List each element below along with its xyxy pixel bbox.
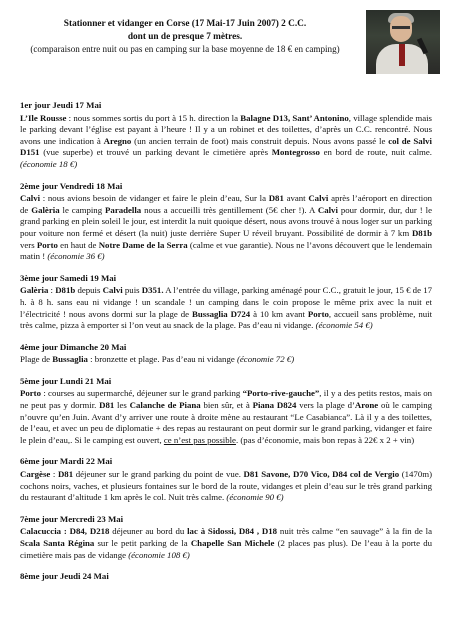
text-run: : bbox=[50, 469, 58, 480]
place-name: D81 Savone, D70 Vico, D84 col de Vergio bbox=[243, 469, 400, 480]
text-run: (2 places pas plus). De l’eau à la porte du cimetière mais pas de vidange bbox=[20, 538, 432, 560]
text-run: , il y a des petits restos, mais on ne peut pas y dormir. bbox=[20, 388, 432, 411]
text-run: : nous avions besoin de vidanger et faire le plein d’eau, Sur la bbox=[40, 193, 269, 204]
text-run: (calme et vue garantie). Nous ne l’avons découvert que le lendemain matin ! bbox=[20, 239, 432, 262]
day-entry bbox=[20, 342, 432, 366]
text-run: . (pas d’économie, mais bon repas à 22€ x 2 + vin) bbox=[235, 434, 415, 445]
day-entry bbox=[20, 100, 432, 171]
document-header bbox=[20, 18, 350, 56]
text-run: (un ancien terrain de foot) mais construit depuis. Nous avons passé le bbox=[131, 135, 389, 146]
day-text bbox=[20, 388, 432, 446]
place-name: D81b bbox=[55, 285, 76, 296]
text-run: A l’entrée du village, parking aménagé pour C.C., gratuit le jour, 15 € de 17 h. à 8 h. sans eau ni vidange ! un scandale ! un camping dans le coin propose le même prix avec la nuit et l’électricité ! nous avons dormi sur la plage de bbox=[20, 285, 432, 319]
text-run: , village splendide mais le parking devant l’église est payant à l’heure ! Il y a un robinet et des toilettes, d’après un C.C. rencontré. Nous avons une indication à bbox=[20, 112, 432, 146]
place-name: D351. bbox=[141, 285, 164, 296]
text-run: après l’aéroport en direction de bbox=[20, 193, 433, 215]
savings-note: (économie 36 €) bbox=[47, 251, 105, 262]
day-title: 6ème jour Mardi 22 Mai bbox=[20, 456, 113, 467]
day-title: 3ème jour Samedi 19 Mai bbox=[20, 272, 117, 283]
text-run: les bbox=[114, 400, 130, 411]
place-name: D81 bbox=[268, 193, 284, 204]
place-name: Calvi bbox=[317, 204, 338, 215]
place-name: Bussaglia bbox=[52, 354, 88, 365]
place-name: col de Salvi D151 bbox=[20, 135, 432, 158]
place-name: Calacuccia : D84, D218 bbox=[20, 526, 110, 537]
place-name: Calvi bbox=[308, 193, 329, 204]
document-subtitle: (comparaison entre nuit ou pas en camping sur la base moyenne de 18 € en camping) bbox=[30, 44, 340, 54]
place-name: Cargèse bbox=[20, 469, 51, 480]
day-title: 2ème jour Vendredi 18 Mai bbox=[20, 180, 123, 191]
author-photo bbox=[366, 10, 440, 74]
text-run: le camping bbox=[59, 204, 106, 215]
day-text bbox=[20, 113, 432, 171]
day-entry bbox=[20, 181, 432, 263]
day-title: 5ème jour Lundi 21 Mai bbox=[20, 375, 112, 386]
text-run: sur le petit parking de la bbox=[94, 538, 191, 548]
place-name: Porto bbox=[36, 239, 58, 250]
underlined-text: ce n’est pas possible bbox=[163, 434, 236, 445]
day-text bbox=[20, 193, 432, 263]
place-name: “Porto-rive-gauche” bbox=[242, 388, 320, 399]
place-name: Porto bbox=[20, 388, 42, 399]
place-name: Paradella bbox=[105, 204, 142, 215]
savings-note: (économie 90 €) bbox=[226, 492, 284, 503]
text-run: déjeuner au bord du bbox=[109, 526, 188, 537]
day-entry bbox=[20, 571, 432, 583]
text-run: pour dormir, dur, dur ! le grand parking en plein soleil le jour, est interdit la nuit quoique désert, nous avons trouvé à nous loger sur un parking pour voiture non fermé et désert (la nuit) juste derrière Super U réveil bruyant. Possibilité de dormir à 7 km bbox=[20, 204, 432, 238]
place-name: Galèria bbox=[20, 285, 49, 296]
text-run: vers la plage d’ bbox=[296, 400, 355, 411]
text-run: (vue superbe) et trouvé un parking devant le cimetière après bbox=[39, 147, 272, 158]
text-run: en bord de route, nuit calme. bbox=[319, 147, 432, 158]
day-text bbox=[20, 469, 432, 504]
day-title: 1er jour Jeudi 17 Mai bbox=[20, 100, 102, 110]
text-run: où le camping n’ouvre qu’en Juin. Avant d’y arriver une route à droite mène au restaurant bbox=[20, 400, 432, 422]
text-run: : nous sommes sortis du port à 15 h. direction la bbox=[66, 112, 241, 123]
text-run: : bbox=[48, 285, 56, 296]
day-title: 7ème jour Mercredi 23 Mai bbox=[20, 513, 124, 524]
place-name: Piana D824 bbox=[252, 400, 297, 411]
place-name: D81b bbox=[411, 227, 432, 238]
text-run: . Là il y a des toilettes, de l’eau, et avec un peu de diplomatie + des repas au restaurant on peut dormir sur le grand parking, vidanger et faire le plein d’eau,. Si le camping est ouvert, bbox=[20, 411, 433, 445]
text-run: à 10 km avant bbox=[250, 308, 308, 319]
place-name: Balagne D13, Sant’ Antonino bbox=[240, 112, 349, 123]
place-name: Aregno bbox=[103, 135, 132, 146]
place-name: lac à Sidossi, D84 , D18 bbox=[187, 526, 278, 537]
text-run: vers bbox=[20, 239, 37, 250]
text-run: depuis bbox=[75, 285, 103, 296]
place-name: D81 bbox=[99, 400, 115, 411]
text-run: puis bbox=[122, 285, 142, 296]
savings-note: (économie 108 €) bbox=[128, 549, 190, 560]
place-name: Porto bbox=[307, 308, 329, 319]
place-name: D81 bbox=[57, 469, 74, 480]
day-entry bbox=[20, 514, 432, 561]
text-run: , accueil sans problème, nuit très calme, pizza à emporter si l’on veut au snack de la plage. Pas d’eau ni vidange. bbox=[20, 308, 433, 331]
text-run: bien sûr, et à bbox=[200, 400, 253, 411]
place-name: Galèria bbox=[31, 204, 60, 215]
text-run: nuit très calme “en sauvage” à la fin de la bbox=[277, 526, 432, 537]
text-run: : bronzette et plage. Pas d’eau ni vidange bbox=[87, 354, 237, 365]
day-entry bbox=[20, 273, 432, 332]
place-name: Calvi bbox=[20, 193, 41, 204]
savings-note: (économie 54 €) bbox=[315, 320, 373, 331]
savings-note: (économie 18 €) bbox=[20, 158, 78, 169]
text-run: (1470m) cochons noirs, vaches, et plusieurs fontaines sur le bord de la route, vidanges et plein d’eau sur le très grand parking du restaurant d’altitude 1 km après le col. Nuit très calme. bbox=[20, 469, 432, 503]
text-run: Plage de bbox=[20, 354, 53, 365]
text-run: avant bbox=[283, 193, 309, 204]
savings-note: (économie 72 €) bbox=[236, 354, 295, 365]
place-name: L’Ile Rousse bbox=[20, 112, 67, 123]
place-name: Montegrosso bbox=[271, 147, 320, 158]
place-name: Calanche de Piana bbox=[129, 400, 201, 411]
place-name: Arone bbox=[354, 400, 379, 411]
place-name: Chapelle San Michele bbox=[190, 538, 275, 548]
place-name: Notre Dame de la Serra bbox=[98, 239, 188, 250]
place-name: Bussaglia D724 bbox=[192, 308, 251, 319]
document-title-line2: dont un de presque 7 mètres. bbox=[127, 31, 243, 42]
day-text bbox=[20, 526, 432, 561]
text-run: déjeuner sur le grand parking du point de vue. bbox=[73, 469, 244, 480]
day-text bbox=[20, 285, 432, 331]
text-run: : courses au supermarché, déjeuner sur le grand parking bbox=[41, 388, 243, 399]
text-run: nous a accueilli très gentillement (5€ cher !). A bbox=[141, 204, 318, 215]
text-run: “Le Casabianca” bbox=[290, 411, 351, 422]
day-title: 8ème jour Jeudi 24 Mai bbox=[20, 571, 109, 582]
text-run: en haut de bbox=[57, 239, 99, 250]
place-name: Calvi bbox=[102, 285, 123, 296]
day-entry bbox=[20, 456, 432, 503]
day-entry bbox=[20, 376, 432, 447]
day-title: 4ème jour Dimanche 20 Mai bbox=[20, 341, 127, 352]
day-text bbox=[20, 354, 432, 366]
place-name: Scala Santa Régina bbox=[20, 538, 95, 548]
document-title-line1: Stationner et vidanger en Corse (17 Mai-17 Juin 2007) 2 C.C. bbox=[63, 19, 307, 29]
journal-body bbox=[20, 100, 432, 593]
